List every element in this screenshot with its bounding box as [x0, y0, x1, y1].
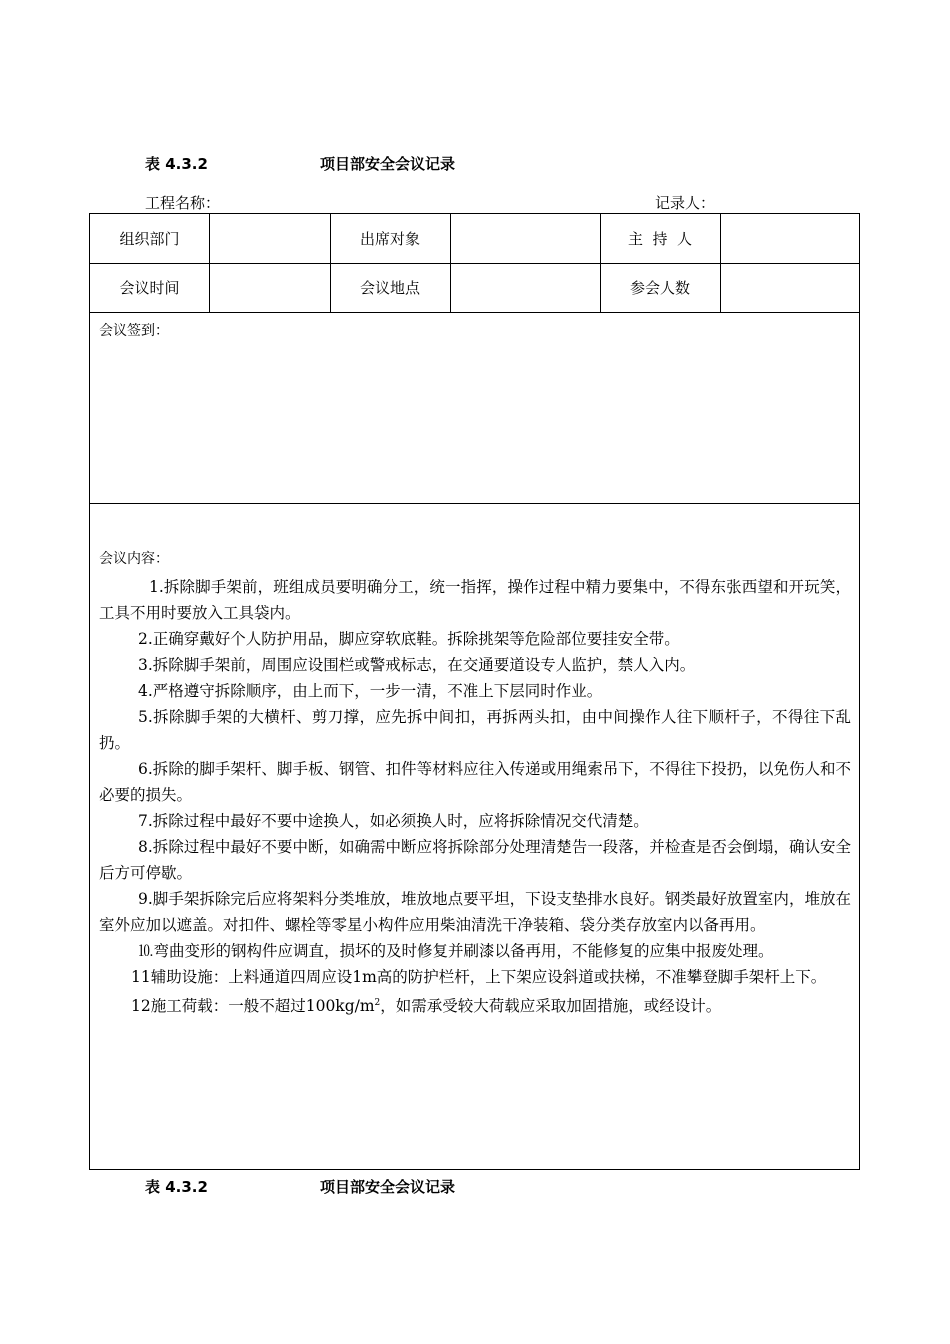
item12-prefix: 12施工荷载：一般不超过100kg/m — [131, 997, 375, 1016]
meeting-record-table — [89, 213, 860, 1170]
content-item: 11辅助设施：上料通道四周应设1m高的防护栏杆，上下架应设斜道或扶梯，不准攀登脚手架杆上下。 — [131, 968, 827, 986]
content-item: 3.拆除脚手架前，周围应设围栏或警戒标志，在交通要道设专人监护，禁人入内。 — [138, 656, 696, 674]
count-value[interactable] — [721, 264, 859, 312]
content-item: 7.拆除过程中最好不要中途换人，如必须换人时，应将拆除情况交代清楚。 — [138, 812, 649, 830]
place-label: 会议地点 — [359, 279, 420, 297]
meeting-content — [99, 574, 851, 1019]
host-value[interactable] — [721, 215, 859, 263]
footer-title: 项目部安全会议记录 — [320, 1178, 456, 1196]
content-item: 4.严格遵守拆除顺序，由上而下，一步一清，不准上下层同时作业。 — [138, 682, 603, 700]
content-item-12 — [99, 990, 851, 1019]
time-value[interactable] — [210, 264, 330, 312]
signin-label: 会议签到： — [99, 323, 169, 339]
content-item: ⒑弯曲变形的钢构件应调直，损坏的及时修复并刷漆以备再用，不能修复的应集中报废处理。 — [138, 942, 774, 960]
attendees-label: 出席对象 — [359, 230, 420, 248]
dept-value[interactable] — [210, 215, 330, 263]
content-item: 9.脚手架拆除完后应将架料分类堆放，堆放地点要平坦，下设支垫排水良好。钢类最好放置室内，堆放在室外应加以遮盖。对扣件、螺栓等零星小构件应用柴油清洗干净装箱、袋分类存放室内以备再用。 — [99, 890, 851, 934]
footer-table-number: 表 4.3.2 — [145, 1178, 208, 1196]
item12-suffix: ，如需承受较大荷载应采取加固措施，或经设计。 — [380, 997, 722, 1016]
content-item: 2.正确穿戴好个人防护用品，脚应穿软底鞋。拆除挑架等危险部位要挂安全带。 — [138, 630, 680, 648]
content-item: 5.拆除脚手架的大横杆、剪刀撑，应先拆中间扣，再拆两头扣，由中间操作人往下顺杆子，不得往下乱扔。 — [99, 708, 851, 752]
host-label: 主 持 人 — [627, 230, 693, 248]
attendees-value[interactable] — [451, 215, 600, 263]
table-number: 表 4.3.2 — [145, 155, 208, 173]
time-label: 会议时间 — [119, 279, 180, 297]
count-label: 参会人数 — [629, 279, 690, 297]
project-name-label: 工程名称： — [145, 194, 221, 212]
recorder-label: 记录人： — [655, 194, 716, 212]
content-item: 1.拆除脚手架前，班组成员要明确分工，统一指挥，操作过程中精力要集中，不得东张西望和开玩笑，工具不用时要放入工具袋内。 — [99, 578, 851, 622]
item12-superscript: 2 — [374, 998, 381, 1008]
content-item: 8.拆除过程中最好不要中断，如确需中断应将拆除部分处理清楚告一段落，并检查是否会倒塌，确认安全后方可停歇。 — [99, 838, 851, 882]
content-label: 会议内容： — [99, 551, 169, 567]
document-title: 项目部安全会议记录 — [320, 155, 456, 173]
place-value[interactable] — [451, 264, 600, 312]
section-divider — [90, 503, 859, 504]
dept-label: 组织部门 — [119, 230, 180, 248]
row-divider — [90, 312, 859, 313]
content-item: 6.拆除的脚手架杆、脚手板、钢管、扣件等材料应往入传递或用绳索吊下，不得往下投扔，以免伤人和不必要的损失。 — [99, 760, 851, 804]
